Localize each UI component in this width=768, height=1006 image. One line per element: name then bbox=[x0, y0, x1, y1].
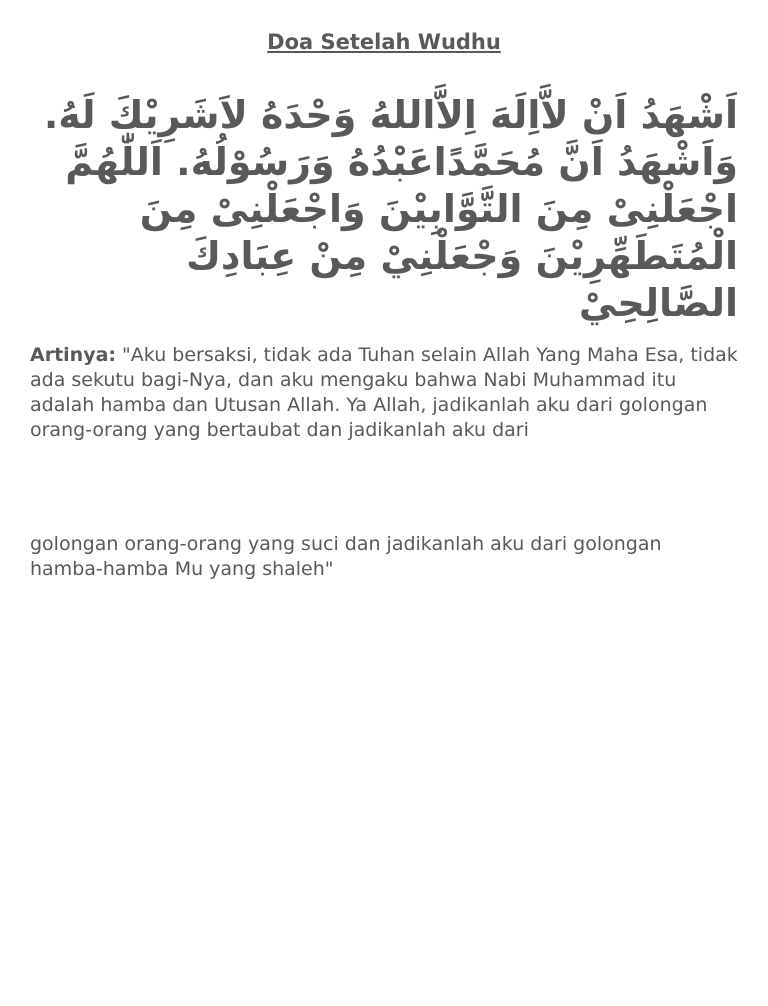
page-title: Doa Setelah Wudhu bbox=[267, 30, 501, 54]
translation-text-part1: "Aku bersaksi, tidak ada Tuhan selain Allah Yang Maha Esa, tidak ada sekutu bagi-Nya, dan aku mengaku bahwa Nabi Muhammad itu adalah hamba dan Utusan Allah. Ya Allah, jadikanlah aku dari golongan orang-orang yang bertaubat dan jadikanlah aku dari bbox=[30, 344, 738, 441]
translation-label: Artinya: bbox=[30, 344, 117, 366]
arabic-prayer-text: اَشْهَدُ اَنْ لاَّاِلَهَ اِلاَّاللهُ وَحْدَهُ لاَشَرِيْكَ لَهُ. وَاَشْهَدُ اَنَّ مُحَمَّدًاعَبْدُهُ وَرَسُوْلُهُ. اَللّٰهُمَّ اجْعَلْنِىْ مِنَ التَّوَّابِيْنَ وَاجْعَلْنِىْ مِنَ الْمُتَطَهِّرِيْنَ وَجْعَلْنِيْ مِنْ عِبَادِكَ الصَّالِحِيْ bbox=[43, 93, 738, 325]
translation-continuation: golongan orang-orang yang suci dan jadikanlah aku dari golongan hamba-hamba Mu yang shaleh" bbox=[30, 533, 662, 580]
translation-paragraph bbox=[30, 343, 738, 443]
